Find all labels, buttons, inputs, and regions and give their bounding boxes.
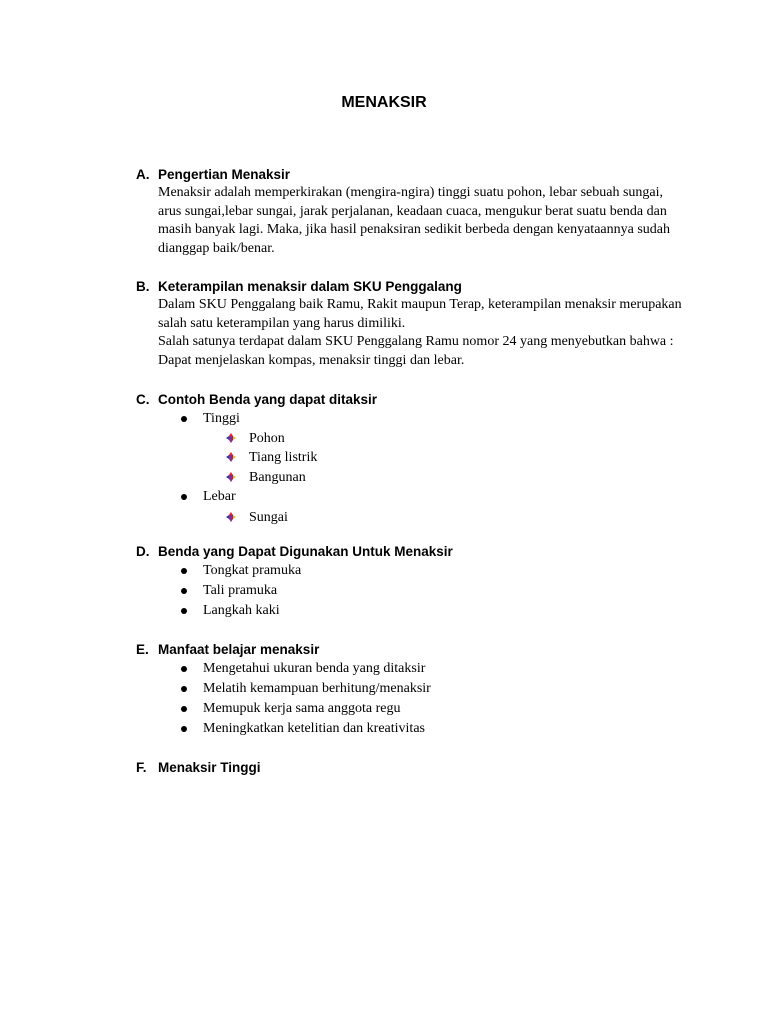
paragraph-line: dianggap baik/benar.: [158, 241, 275, 257]
four-arrow-bullet-icon: [226, 472, 236, 482]
sub-list-item-text: Pohon: [249, 431, 285, 446]
section-f: [0, 759, 768, 777]
list-item: [0, 679, 768, 699]
list-item: [0, 601, 768, 621]
list-item: [0, 409, 768, 429]
section-paragraph: [0, 184, 688, 259]
paragraph-line: masih banyak lagi. Maka, jika hasil penaksiran sedikit berbeda dengan kenyataannya sudah: [158, 222, 670, 238]
list-item: [0, 699, 768, 719]
section-letter: C.: [136, 392, 150, 407]
section-title: Benda yang Dapat Digunakan Untuk Menaksir: [158, 544, 453, 559]
list-item: [0, 561, 768, 581]
list-item: [0, 581, 768, 601]
sub-list-item-text: Bangunan: [249, 469, 306, 485]
section-letter: D.: [136, 544, 150, 559]
section-title: Menaksir Tinggi: [158, 760, 261, 775]
section-letter: E.: [136, 642, 149, 657]
section-d: [0, 543, 768, 621]
section-letter: B.: [136, 279, 150, 294]
section-e: [0, 641, 768, 739]
list-item-text: Meningkatkan ketelitian dan kreativitas: [203, 721, 425, 736]
section-title: Manfaat belajar menaksir: [158, 642, 320, 657]
bullet-dot-icon: [181, 494, 187, 500]
list-item-text: Tali pramuka: [203, 583, 278, 598]
section-c: [0, 391, 768, 527]
section-title: Keterampilan menaksir dalam SKU Penggalang: [158, 279, 462, 294]
list-item-text: Lebar: [203, 488, 236, 504]
four-arrow-bullet-icon: [226, 433, 236, 443]
section-heading: [0, 759, 768, 777]
section-title: Contoh Benda yang dapat ditaksir: [158, 392, 378, 407]
list-item-text: Tinggi: [203, 411, 240, 426]
sub-list-item: [0, 448, 768, 467]
list-item-text: Mengetahui ukuran benda yang ditaksir: [203, 661, 426, 676]
section-heading: [0, 278, 768, 296]
sub-list-item-text: Tiang listrik: [249, 450, 318, 466]
sub-list-item-text: Sungai: [249, 509, 288, 525]
bullet-dot-icon: [181, 416, 187, 422]
bullet-dot-icon: [181, 588, 187, 594]
section-title: Pengertian Menaksir: [158, 167, 291, 182]
section-heading: [0, 391, 768, 409]
paragraph-line: Dalam SKU Penggalang baik Ramu, Rakit maupun Terap, keterampilan menaksir merupakan: [158, 297, 682, 312]
section-heading: [0, 166, 768, 184]
list-item-text: Melatih kemampuan berhitung/menaksir: [203, 681, 431, 696]
list-item: [0, 719, 768, 739]
paragraph-line: Salah satunya terdapat dalam SKU Penggalang Ramu nomor 24 yang menyebutkan bahwa :: [158, 334, 674, 350]
sub-list-item: [0, 468, 768, 487]
bullet-list: [0, 409, 768, 527]
four-arrow-bullet-icon: [226, 452, 236, 462]
four-arrow-bullet-icon: [226, 512, 236, 522]
paragraph-line: salah satu keterampilan yang harus dimiliki.: [158, 315, 406, 331]
bullet-dot-icon: [181, 568, 187, 574]
bullet-list: [0, 659, 768, 739]
bullet-dot-icon: [181, 608, 187, 614]
paragraph-line: Menaksir adalah memperkirakan (mengira-ngira) tinggi suatu pohon, lebar sebuah sungai,: [158, 185, 664, 200]
section-a: [0, 166, 768, 259]
section-heading: [0, 543, 768, 561]
list-item: [0, 487, 768, 507]
section-paragraph: [0, 296, 688, 371]
page-title: MENAKSIR: [341, 94, 427, 111]
list-item-text: Memupuk kerja sama anggota regu: [203, 701, 401, 716]
paragraph-line: arus sungai,lebar sungai, jarak perjalanan, keadaan cuaca, mengukur berat suatu benda dan: [158, 203, 667, 219]
section-b: [0, 278, 768, 371]
sub-list-item: [0, 429, 768, 448]
list-item-text: Langkah kaki: [203, 603, 280, 618]
bullet-dot-icon: [181, 706, 187, 712]
list-item: [0, 659, 768, 679]
paragraph-line: Dapat menjelaskan kompas, menaksir tinggi dan lebar.: [158, 353, 465, 369]
sub-list-item: [0, 508, 768, 527]
list-item-text: Tongkat pramuka: [203, 563, 302, 578]
bullet-dot-icon: [181, 666, 187, 672]
bullet-list: [0, 561, 768, 621]
section-letter: A.: [136, 167, 150, 182]
section-heading: [0, 641, 768, 659]
section-letter: F.: [136, 760, 147, 775]
bullet-dot-icon: [181, 726, 187, 732]
bullet-dot-icon: [181, 686, 187, 692]
